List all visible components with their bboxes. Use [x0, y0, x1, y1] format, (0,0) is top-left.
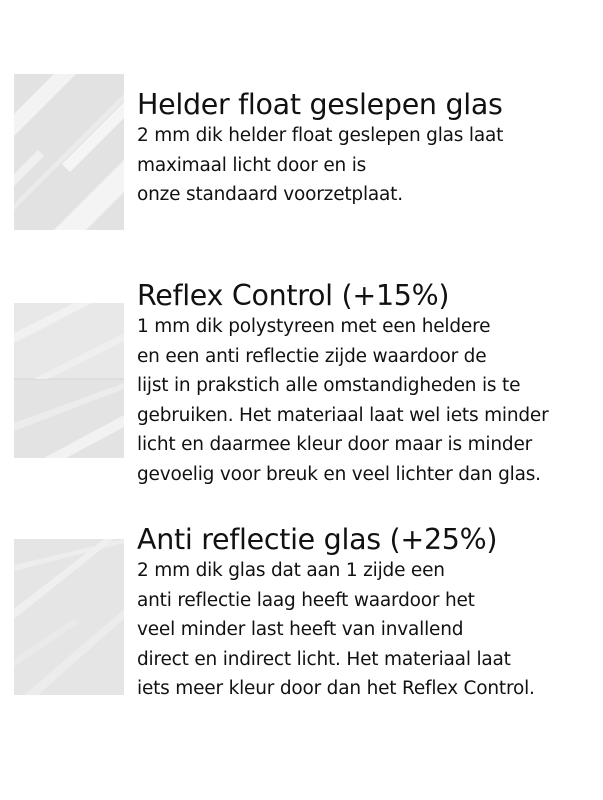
description-line: direct en indirect licht. Het materiaal laat	[137, 648, 511, 670]
product-title: Reflex Control (+15%)	[137, 279, 450, 312]
product-description	[137, 88, 599, 210]
description-lines	[137, 556, 599, 704]
description-line: maximaal licht door en is	[137, 154, 367, 176]
description-line: onze standaard voorzetplaat.	[137, 184, 403, 205]
description-line: iets meer kleur door dan het Reflex Control.	[137, 678, 535, 699]
reflex-control-swatch-icon	[14, 303, 124, 458]
description-line: gevoelig voor breuk en veel lichter dan glas.	[137, 463, 541, 485]
product-description	[137, 523, 599, 704]
clear-glass-swatch-icon	[14, 74, 124, 230]
description-line: en een anti reflectie zijde waardoor de	[137, 345, 487, 367]
description-line: 1 mm dik polystyreen met een heldere	[137, 316, 491, 337]
description-line: gebruiken. Het materiaal laat wel iets minder	[137, 404, 549, 426]
description-line: lijst in prakstich alle omstandigheden is te	[137, 375, 521, 396]
description-line: 2 mm dik glas dat aan 1 zijde een	[137, 560, 445, 581]
product-title: Helder float geslepen glas	[137, 88, 503, 121]
product-title: Anti reflectie glas (+25%)	[137, 523, 498, 556]
anti-reflective-glass-swatch-icon	[14, 539, 124, 695]
description-line: veel minder last heeft van invallend	[137, 619, 464, 640]
description-lines	[137, 312, 599, 489]
product-description	[137, 279, 599, 489]
description-line: anti reflectie laag heeft waardoor het	[137, 589, 475, 611]
description-line: 2 mm dik helder float geslepen glas laat	[137, 125, 504, 146]
description-line: licht en daarmee kleur door maar is minder	[137, 434, 533, 455]
description-lines	[137, 121, 599, 210]
